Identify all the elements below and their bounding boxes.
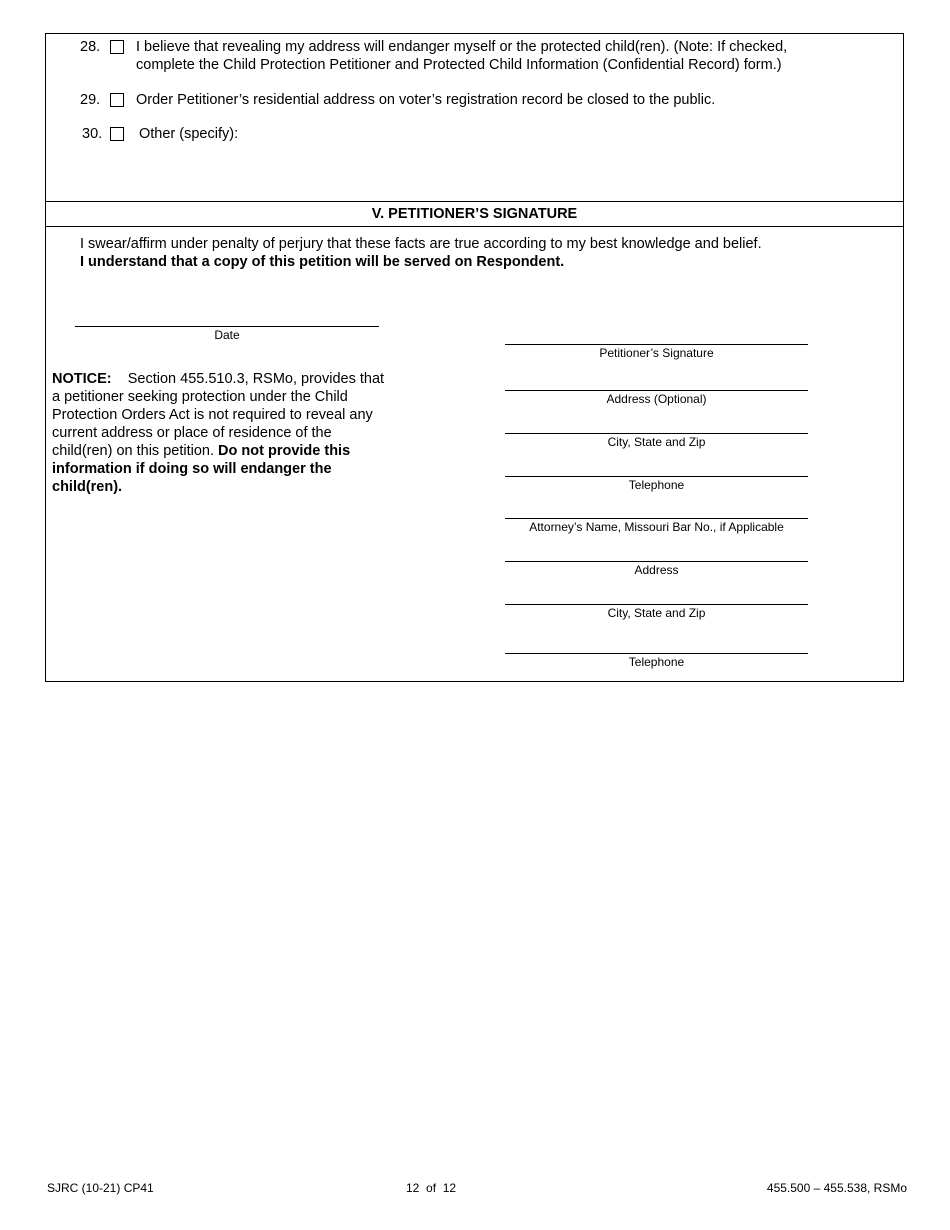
signature-line[interactable] (505, 653, 808, 654)
footer-form-id: SJRC (10-21) CP41 (47, 1181, 154, 1195)
notice-text: Section 455.510.3, RSMo, provides that a petitioner seeking protection under the Child Protection Orders Act is not required to reveal any current address or place of residence of the child(ren) on this petition. (52, 371, 385, 459)
signature-field-label: Telephone (628, 478, 685, 492)
item-text-line: complete the Child Protection Petitioner and Protected Child Information (Confidential Record) form.) (136, 57, 782, 73)
signature-field-label: Attorney’s Name, Missouri Bar No., if Applicable (529, 520, 784, 534)
notice-heading: NOTICE: (52, 371, 112, 387)
item-30-checkbox[interactable] (110, 127, 124, 141)
item-28-checkbox[interactable] (110, 40, 124, 54)
item-text-line: Other (specify): (139, 126, 239, 142)
footer-statute: 455.500 – 455.538, RSMo (766, 1181, 907, 1195)
signature-field-label: Petitioner’s Signature (599, 346, 714, 360)
item-text-line: Order Petitioner’s residential address on voter’s registration record be closed to the public. (136, 92, 716, 108)
signature-line[interactable] (505, 344, 808, 345)
signature-line[interactable] (505, 476, 808, 477)
date-line[interactable] (75, 326, 379, 327)
item-number: 30. (82, 126, 103, 142)
footer-page-number: 12 of 12 (406, 1181, 457, 1195)
signature-field-label: City, State and Zip (607, 606, 706, 620)
signature-line[interactable] (505, 518, 808, 519)
signature-line[interactable] (505, 604, 808, 605)
signature-line[interactable] (505, 561, 808, 562)
oath-line: I swear/affirm under penalty of perjury that these facts are true according to my best knowledge and belief. (80, 236, 762, 252)
notice-block (52, 370, 392, 496)
item-29-checkbox[interactable] (110, 93, 124, 107)
signature-field-label: Address (634, 563, 679, 577)
signature-field-label: City, State and Zip (607, 435, 706, 449)
notice-bold-text: Do not provide this information if doing so will endanger the child(ren). (52, 443, 351, 495)
item-number: 28. (80, 39, 101, 55)
item-text-line: I believe that revealing my address will endanger myself or the protected child(ren). (Note: If checked, (136, 39, 788, 55)
signature-field-label: Telephone (628, 655, 685, 669)
oath-statement (80, 235, 762, 271)
oath-line-bold: I understand that a copy of this petition will be served on Respondent. (80, 254, 565, 270)
signature-line[interactable] (505, 390, 808, 391)
signature-line[interactable] (505, 433, 808, 434)
section-heading: V. PETITIONER’S SIGNATURE (45, 201, 904, 227)
date-label: Date (214, 328, 240, 342)
signature-field-label: Address (Optional) (606, 392, 707, 406)
item-number: 29. (80, 92, 101, 108)
